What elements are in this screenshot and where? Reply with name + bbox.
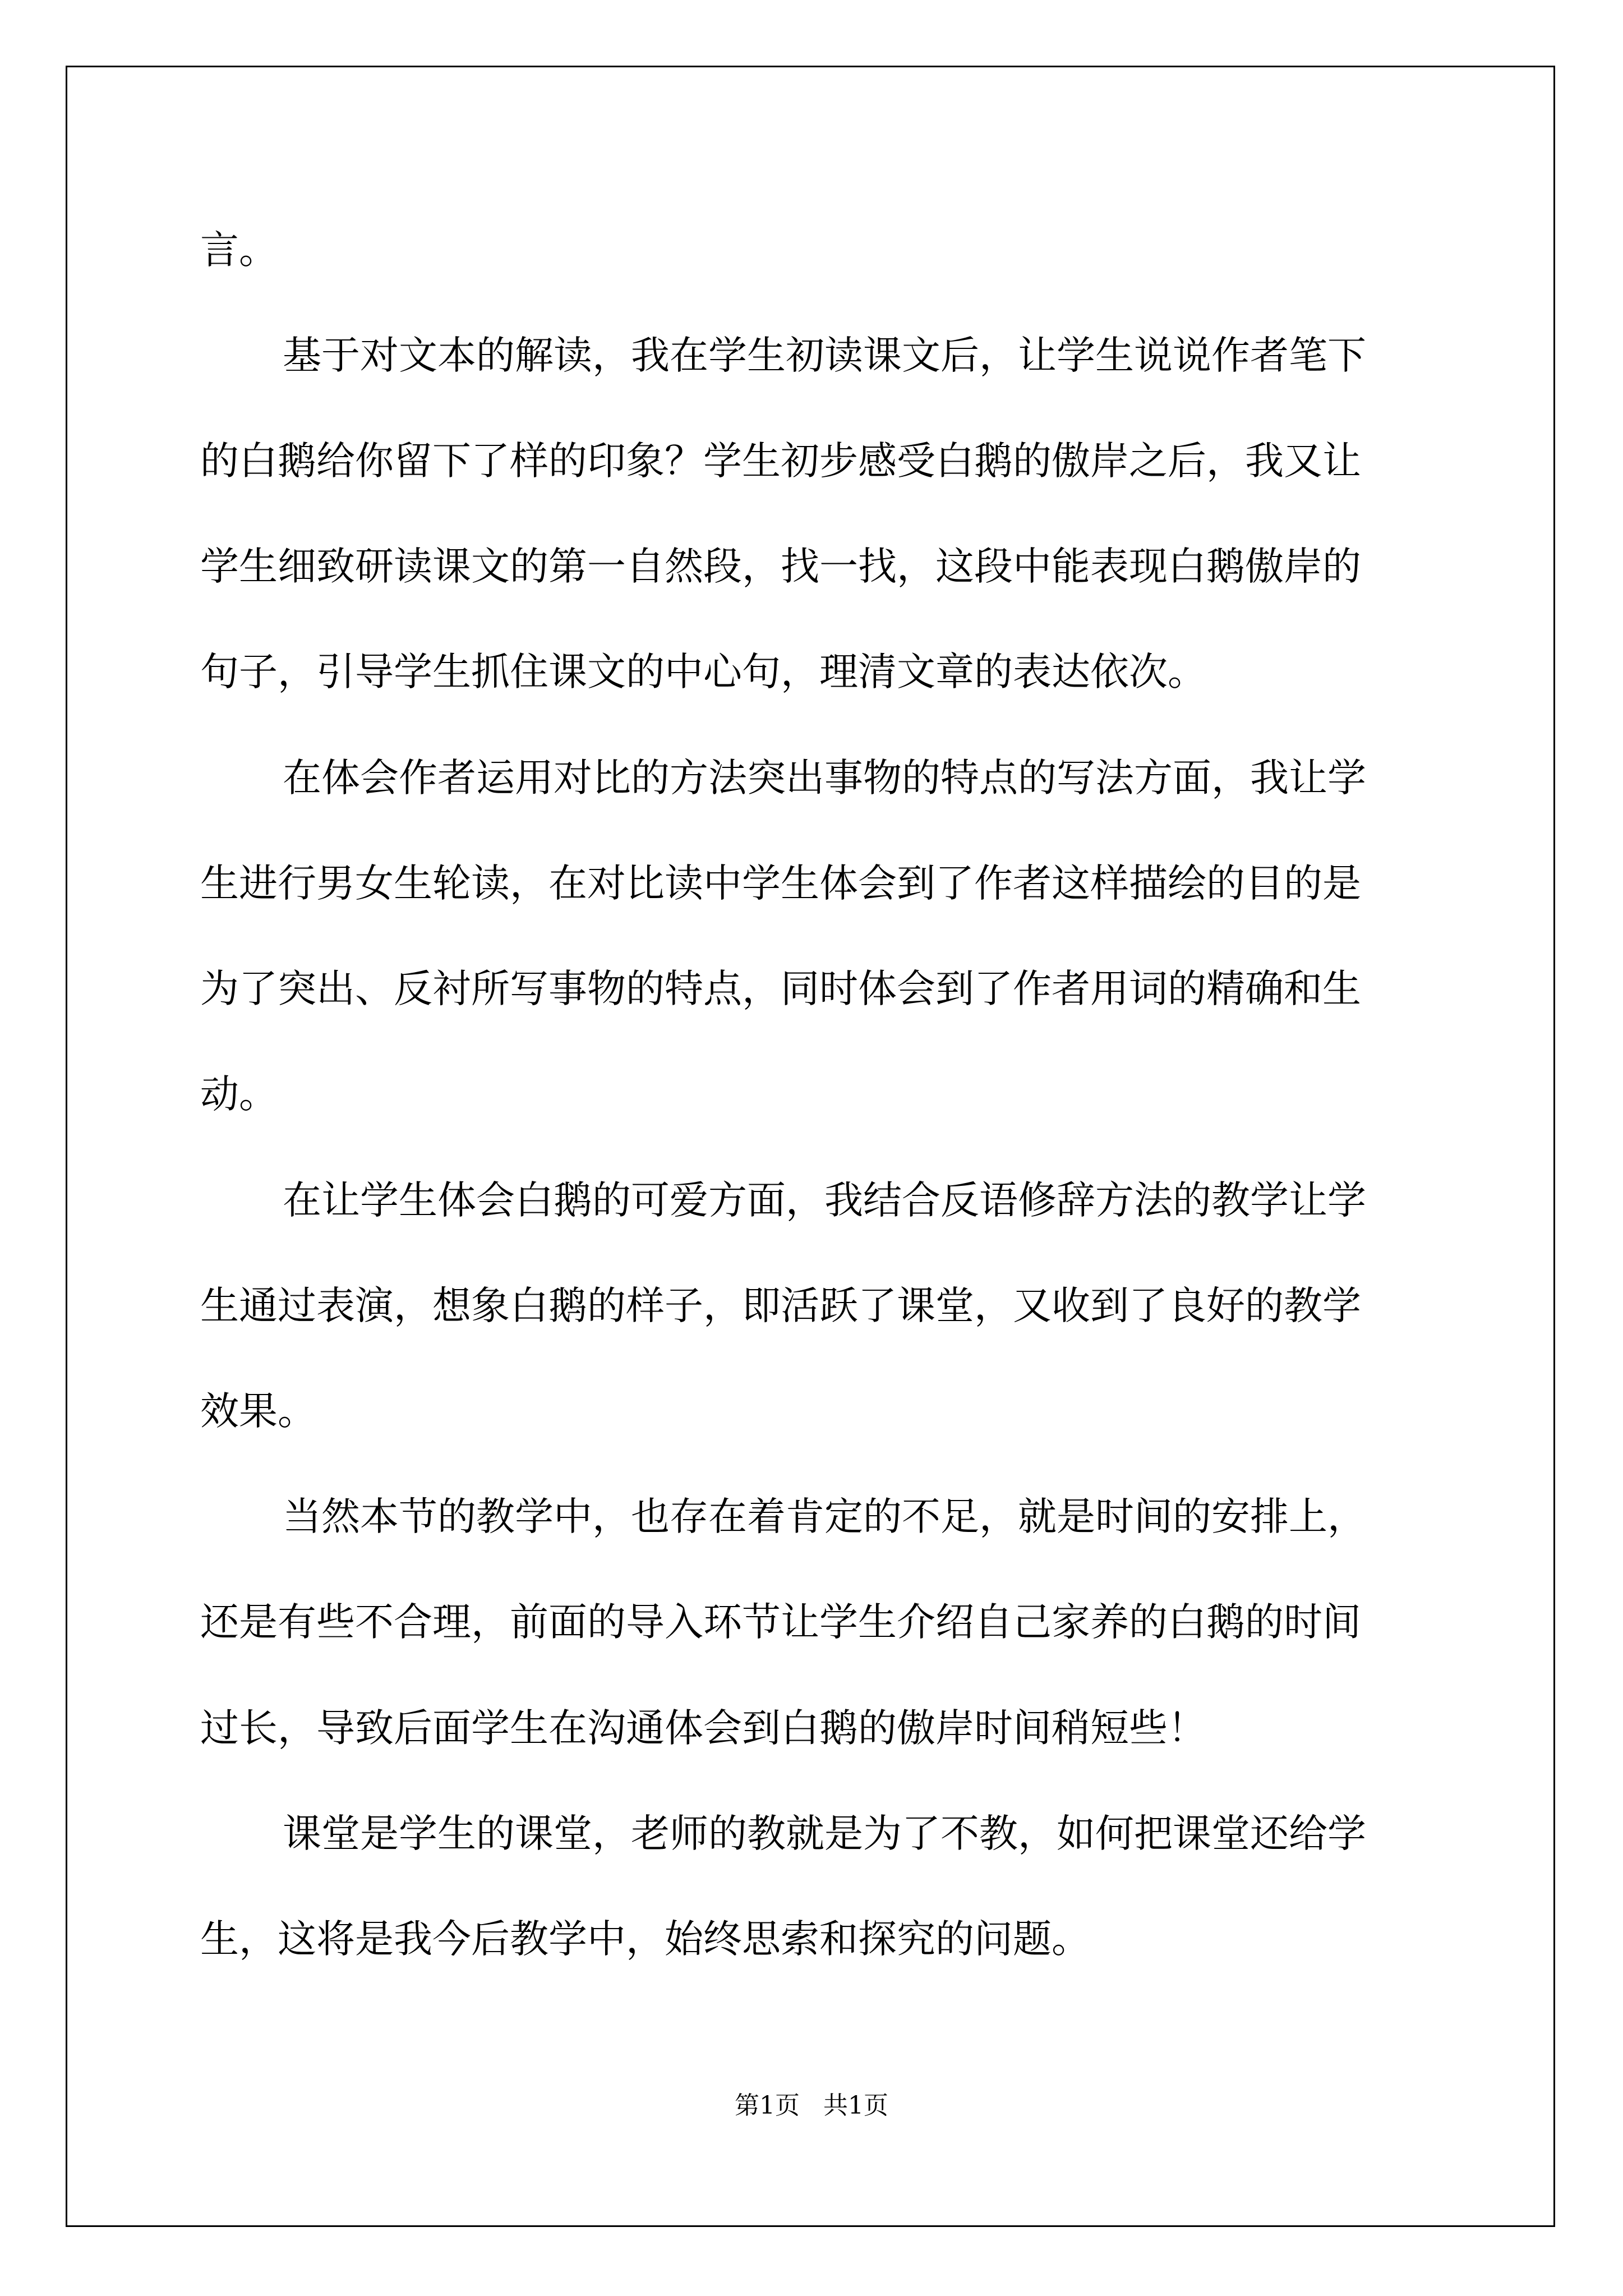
body-line-9: 动。 bbox=[200, 1072, 278, 1117]
body-line-8: 为了突出、反衬所写事物的特点，同时体会到了作者用词的精确和生 bbox=[200, 967, 1361, 1011]
body-line-7: 生进行男女生轮读，在对比读中学生体会到了作者这样描绘的目的是 bbox=[200, 861, 1361, 906]
body-line-3: 的白鹅给你留下了样的印象？学生初步感受白鹅的傲岸之后，我又让 bbox=[200, 439, 1361, 484]
body-line-11: 生通过表演，想象白鹅的样子，即活跃了课堂，又收到了良好的教学 bbox=[200, 1283, 1361, 1328]
body-line-1: 言。 bbox=[200, 228, 278, 273]
body-line-13: 当然本节的教学中，也存在着肯定的不足，就是时间的安排上， bbox=[283, 1494, 1366, 1539]
body-line-2: 基于对文本的解读，我在学生初读课文后，让学生说说作者笔下 bbox=[283, 333, 1366, 378]
page-number-footer: 第1页 共1页 bbox=[735, 2091, 888, 2120]
body-line-10: 在让学生体会白鹅的可爱方面，我结合反语修辞方法的教学让学 bbox=[283, 1178, 1366, 1223]
body-line-14: 还是有些不合理，前面的导入环节让学生介绍自己家养的白鹅的时间 bbox=[200, 1600, 1361, 1645]
page-border bbox=[66, 66, 1555, 2227]
body-line-5: 句子，引导学生抓住课文的中心句，理清文章的表达依次。 bbox=[200, 650, 1206, 694]
body-line-6: 在体会作者运用对比的方法突出事物的特点的写法方面，我让学 bbox=[283, 756, 1366, 800]
body-line-16: 课堂是学生的课堂，老师的教就是为了不教，如何把课堂还给学 bbox=[283, 1811, 1366, 1856]
body-line-15: 过长，导致后面学生在沟通体会到白鹅的傲岸时间稍短些！ bbox=[200, 1706, 1206, 1751]
body-line-12: 效果。 bbox=[200, 1389, 316, 1434]
body-line-17: 生，这将是我今后教学中，始终思索和探究的问题。 bbox=[200, 1917, 1090, 1962]
body-line-4: 学生细致研读课文的第一自然段，找一找，这段中能表现白鹅傲岸的 bbox=[200, 544, 1361, 589]
